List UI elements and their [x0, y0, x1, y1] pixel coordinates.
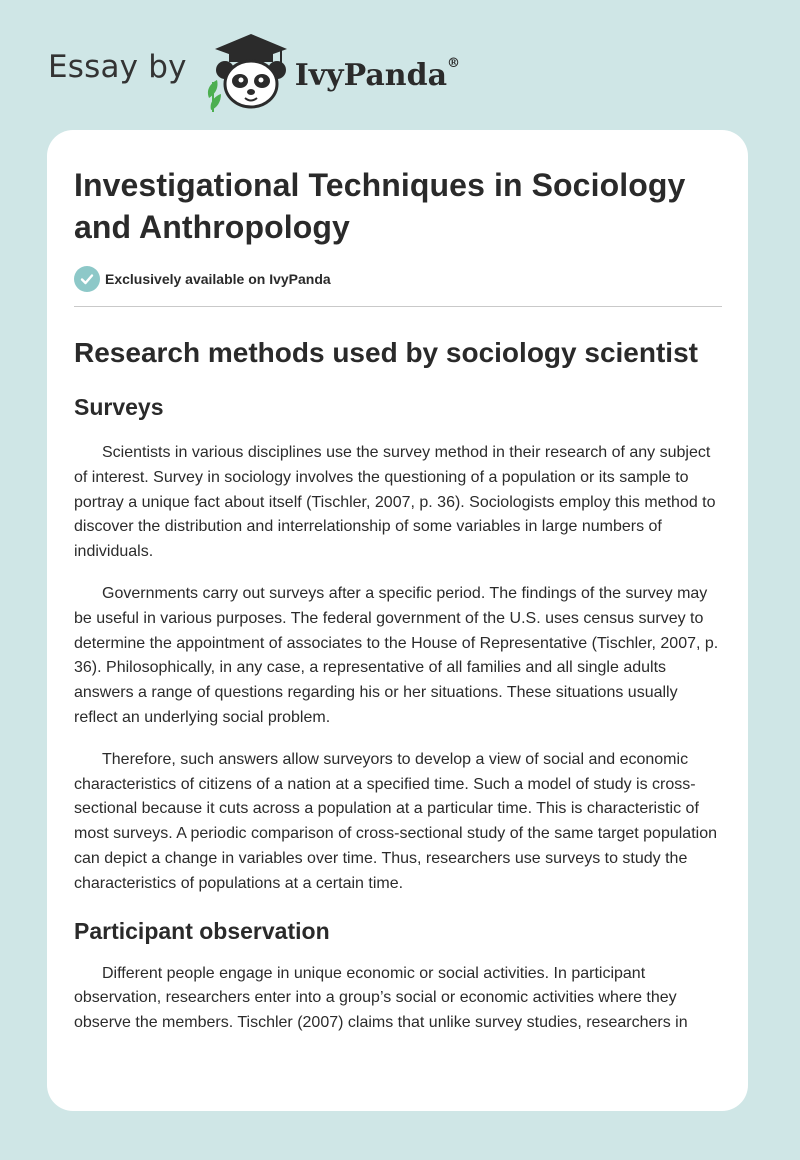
section-heading: Research methods used by sociology scientist [74, 337, 698, 368]
paragraph: Therefore, such answers allow surveyors to develop a view of social and economic characteristics of citizens of a nation at a specified time. Such a model of study is cross-sectional because it cuts across a population at a particular time. This is characteristic of most surveys. A periodic comparison of cross-sectional study of the same target population can depict a change in variables over time. Thus, researchers use surveys to study the characteristics of populations at a certain time. [74, 750, 717, 892]
paragraph: Different people engage in unique economic or social activities. In participant observation, researchers enter into a group’s social or economic activities where they observe the members. Tischler (2007) claims that unlike survey studies, researchers in [74, 964, 688, 1032]
divider [74, 306, 722, 307]
subheading-participant-observation: Participant observation [74, 917, 330, 944]
exclusive-badge [74, 266, 722, 292]
paragraph: Governments carry out surveys after a specific period. The findings of the survey may be useful in various purposes. The federal government of the U.S. uses census survey to determine the appointment of associates to the House of Representative (Tischler, 2007, p. 36). Philosophically, in any case, a representative of all families and all single adults answers a range of questions regarding his or her situations. These situations usually reflect an underlying social problem. [74, 584, 719, 726]
brand-name[interactable]: IvyPanda® [294, 55, 461, 93]
subheading-surveys: Surveys [74, 394, 164, 420]
paragraph: Scientists in various disciplines use the survey method in their research of any subject of interest. Survey in sociology involves the questioning of a population or its sample to portray a unique fact about itself (Tischler, 2007, p. 36). Sociologists employ this method to discover the distribution and interrelationship of some variables in large numbers of individuals. [74, 444, 716, 561]
essay-card [47, 130, 748, 1111]
brand-header [48, 32, 460, 112]
check-circle-icon [74, 266, 100, 292]
brand-prefix: Essay by [48, 49, 187, 85]
essay-title: Investigational Techniques in Sociology and Anthropology [74, 167, 686, 245]
badge-text: Exclusively available on IvyPanda [105, 271, 331, 287]
panda-logo-icon[interactable] [201, 32, 293, 112]
